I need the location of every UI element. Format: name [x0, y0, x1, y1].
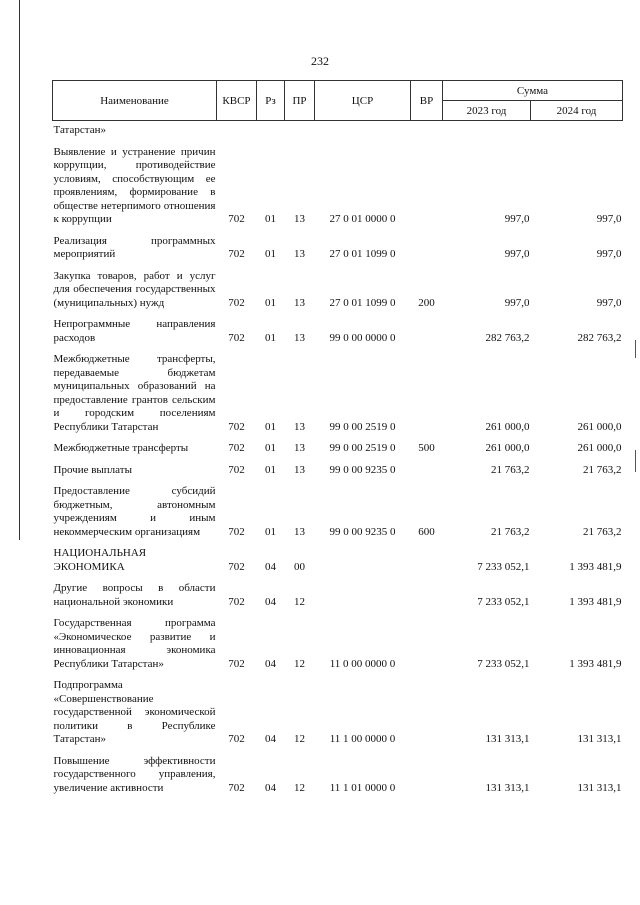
header-rz: Рз	[257, 81, 285, 121]
cell-rz: 04	[265, 657, 276, 670]
cell-y2024: 261 000,0	[577, 420, 622, 433]
cell-name: Татарстан»	[53, 124, 106, 136]
cell-vr	[411, 121, 443, 140]
cell-csr: 11 1 01 0000 0	[329, 781, 396, 794]
cell-pr: 13	[294, 248, 305, 260]
cell-kvsr: 702	[228, 733, 245, 745]
cell-csr: 99 0 00 9235 0	[329, 525, 396, 538]
cell-vr	[411, 140, 443, 229]
cell-y2024: 1 393 481,9	[569, 560, 622, 573]
cell-name: Реализация программных мероприятий	[53, 234, 216, 260]
budget-table	[52, 80, 623, 797]
cell-y2023: 261 000,0	[485, 420, 530, 433]
table-row	[53, 576, 623, 611]
cell-name: Межбюджетные трансферты	[53, 442, 189, 454]
cell-y2023: 997,0	[504, 248, 530, 260]
table-row	[53, 312, 623, 347]
cell-y2024: 1 393 481,9	[569, 595, 622, 608]
header-pr: ПР	[285, 81, 315, 121]
cell-kvsr: 702	[228, 420, 245, 433]
cell-vr	[411, 576, 443, 611]
cell-name: Государственная программа «Экономическое развитие и инновационная экономика Республики Татарстан»	[53, 617, 216, 670]
cell-pr: 12	[294, 781, 305, 794]
cell-kvsr: 702	[228, 560, 245, 573]
cell-rz: 01	[265, 463, 276, 476]
table-row	[53, 611, 623, 673]
cell-y2023: 997,0	[504, 213, 530, 225]
cell-rz: 04	[265, 595, 276, 608]
cell-name: Выявление и устранение причин коррупции, противодействие условиям, способствующим ее проявлениям, формирование в обществе нетерпимого отношения к коррупции	[53, 145, 216, 225]
scan-edge-mark	[635, 340, 636, 358]
header-name: Наименование	[53, 81, 217, 121]
cell-y2023: 997,0	[504, 296, 530, 309]
cell-rz: 01	[265, 296, 276, 309]
cell-csr: 27 0 01 0000 0	[329, 213, 396, 225]
table-row	[53, 541, 623, 576]
cell-name: Другие вопросы в области национальной экономики	[53, 582, 216, 608]
table-row	[53, 264, 623, 313]
cell-pr: 12	[294, 733, 305, 745]
cell-kvsr: 702	[228, 525, 245, 538]
cell-name: Непрограммные направления расходов	[53, 318, 216, 344]
cell-y2024: 997,0	[596, 248, 622, 260]
cell-y2024: 282 763,2	[577, 331, 622, 344]
table-row	[53, 140, 623, 229]
cell-csr: 99 0 00 0000 0	[329, 331, 396, 344]
cell-csr: 99 0 00 9235 0	[329, 463, 396, 476]
cell-pr: 00	[294, 560, 305, 573]
header-2023: 2023 год	[443, 101, 531, 121]
cell-kvsr: 702	[228, 442, 245, 454]
header-vr: ВР	[411, 81, 443, 121]
cell-kvsr: 702	[228, 657, 245, 670]
cell-rz	[257, 121, 285, 140]
cell-vr: 600	[418, 525, 435, 538]
cell-csr: 99 0 00 2519 0	[329, 442, 396, 454]
cell-kvsr	[217, 121, 257, 140]
cell-rz: 04	[265, 560, 276, 573]
table-row	[53, 347, 623, 436]
cell-y2024: 997,0	[596, 213, 622, 225]
header-csr: ЦСР	[315, 81, 411, 121]
cell-kvsr: 702	[228, 781, 245, 794]
cell-csr	[315, 576, 411, 611]
cell-y2024: 997,0	[596, 296, 622, 309]
cell-rz: 01	[265, 420, 276, 433]
table-body	[53, 121, 623, 798]
cell-y2024	[531, 121, 623, 140]
cell-y2023: 21 763,2	[491, 463, 530, 476]
cell-kvsr: 702	[228, 331, 245, 344]
cell-name: Предоставление субсидий бюджетным, автономным учреждениям и иным некоммерческим организациям	[53, 485, 216, 538]
cell-pr: 13	[294, 420, 305, 433]
header-sum: Сумма	[443, 81, 623, 101]
cell-vr	[411, 347, 443, 436]
cell-pr: 13	[294, 213, 305, 225]
cell-y2024: 131 313,1	[577, 733, 622, 745]
table-row	[53, 458, 623, 480]
cell-rz: 04	[265, 781, 276, 794]
cell-y2023: 131 313,1	[485, 733, 530, 745]
cell-rz: 01	[265, 442, 276, 454]
cell-vr	[411, 312, 443, 347]
scan-edge-mark	[635, 450, 636, 472]
cell-pr: 12	[294, 657, 305, 670]
scan-edge-line	[19, 0, 20, 540]
table-row	[53, 749, 623, 798]
header-kvsr: КВСР	[217, 81, 257, 121]
cell-rz: 01	[265, 248, 276, 260]
cell-kvsr: 702	[228, 296, 245, 309]
table-row	[53, 229, 623, 264]
cell-y2023: 282 763,2	[485, 331, 530, 344]
cell-y2024: 21 763,2	[583, 463, 622, 476]
cell-y2023	[443, 121, 531, 140]
cell-csr: 11 1 00 0000 0	[329, 733, 396, 745]
cell-name: Закупка товаров, работ и услуг для обеспечения государственных (муниципальных) нужд	[53, 269, 216, 309]
cell-csr: 11 0 00 0000 0	[329, 657, 396, 670]
cell-pr: 13	[294, 331, 305, 344]
cell-kvsr: 702	[228, 463, 245, 476]
header-2024: 2024 год	[531, 101, 623, 121]
cell-pr: 12	[294, 595, 305, 608]
cell-name: Прочие выплаты	[53, 463, 132, 476]
cell-y2023: 21 763,2	[491, 525, 530, 538]
cell-vr	[411, 673, 443, 749]
cell-y2023: 261 000,0	[485, 442, 530, 454]
cell-vr: 500	[418, 442, 435, 454]
cell-vr	[411, 611, 443, 673]
cell-y2024: 261 000,0	[577, 442, 622, 454]
cell-name: Повышение эффективности государственного управления, увеличение активности	[53, 754, 216, 794]
cell-y2023: 7 233 052,1	[477, 657, 530, 670]
cell-rz: 01	[265, 331, 276, 344]
cell-vr	[411, 749, 443, 798]
cell-kvsr: 702	[228, 595, 245, 608]
cell-vr	[411, 229, 443, 264]
table-row	[53, 673, 623, 749]
cell-y2024: 131 313,1	[577, 781, 622, 794]
cell-kvsr: 702	[228, 213, 245, 225]
cell-rz: 04	[265, 733, 276, 745]
cell-csr: 27 0 01 1099 0	[329, 296, 396, 309]
cell-name: НАЦИОНАЛЬНАЯ ЭКОНОМИКА	[53, 547, 147, 573]
cell-rz: 01	[265, 213, 276, 225]
page-number: 232	[311, 54, 329, 68]
cell-y2024: 1 393 481,9	[569, 657, 622, 670]
table-row	[53, 479, 623, 541]
cell-csr: 99 0 00 2519 0	[329, 420, 396, 433]
table-row	[53, 436, 623, 458]
cell-vr: 200	[418, 296, 435, 309]
cell-csr	[315, 121, 411, 140]
cell-y2023: 131 313,1	[485, 781, 530, 794]
table-row	[53, 121, 623, 140]
cell-y2024: 21 763,2	[583, 525, 622, 538]
cell-pr: 13	[294, 296, 305, 309]
cell-pr: 13	[294, 442, 305, 454]
cell-name: Подпрограмма «Совершенствование государственной экономической политики в Республике Татарстан»	[53, 679, 216, 745]
cell-vr	[411, 541, 443, 576]
cell-pr	[285, 121, 315, 140]
cell-vr	[411, 458, 443, 480]
cell-y2023: 7 233 052,1	[477, 560, 530, 573]
cell-name: Межбюджетные трансферты, передаваемые бюджетам муниципальных образований на предоставление грантов сельским и городским поселениям Республики Татарстан	[53, 353, 216, 433]
cell-kvsr: 702	[228, 248, 245, 260]
cell-csr	[315, 541, 411, 576]
cell-pr: 13	[294, 525, 305, 538]
cell-rz: 01	[265, 525, 276, 538]
cell-pr: 13	[294, 463, 305, 476]
cell-y2023: 7 233 052,1	[477, 595, 530, 608]
cell-csr: 27 0 01 1099 0	[329, 248, 396, 260]
